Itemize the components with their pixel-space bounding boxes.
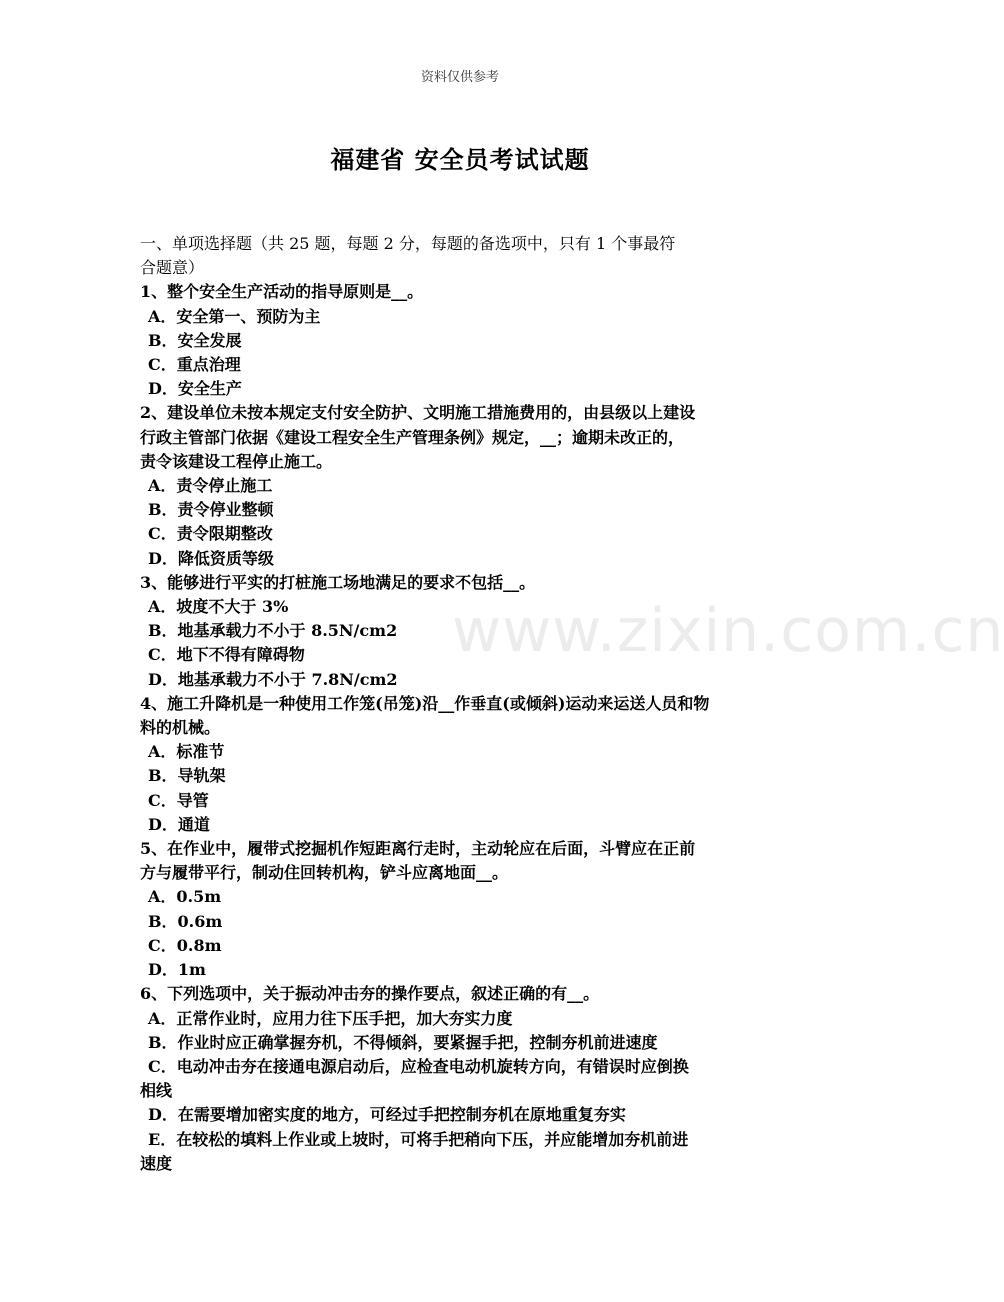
option-b-line: B．0.6m	[148, 911, 223, 931]
option-d-line: D．安全生产	[148, 379, 242, 399]
question-stem-line: 4、施工升降机是一种使用工作笼(吊笼)沿__作垂直(或倾斜)运动来运送人员和物	[140, 693, 710, 713]
section-heading-line: 一、单项选择题（共 25 题，每题 2 分，每题的备选项中，只有 1 个事最符	[140, 234, 676, 253]
question-3	[140, 571, 782, 692]
option-b-line: B．责令停业整顿	[148, 500, 274, 520]
question-stem-line: 3、能够进行平实的打桩施工场地满足的要求不包括__。	[140, 572, 536, 592]
option-b-line: B．地基承载力不小于 8.5N/cm2	[148, 621, 398, 641]
option-d-line: D．地基承载力不小于 7.8N/cm2	[148, 669, 398, 689]
page-title: 福建省 安全员考试试题	[330, 145, 590, 174]
option-b-line: B．安全发展	[148, 330, 242, 350]
question-stem-line: 料的机械。	[140, 718, 221, 738]
question-stem-line: 2、建设单位未按本规定支付安全防护、文明施工措施费用的，由县级以上建设	[140, 403, 696, 423]
option-a-line: A．标准节	[148, 742, 225, 762]
option-c-line: C．0.8m	[148, 935, 222, 955]
header-note: 资料仅供参考	[420, 70, 499, 85]
option-a-line: A．安全第一、预防为主	[148, 306, 321, 326]
question-stem-line: 1、整个安全生产活动的指导原则是__。	[140, 282, 424, 302]
question-stem-line: 方与履带平行，制动住回转机构，铲斗应离地面__。	[140, 863, 509, 883]
question-stem-line: 行政主管部门依据《建设工程安全生产管理条例》规定，__；逾期未改正的，	[140, 427, 685, 447]
question-list	[140, 280, 782, 1176]
question-2	[140, 401, 782, 570]
section-heading	[140, 232, 782, 280]
option-c-line: 相线	[140, 1081, 173, 1101]
option-c-line: C．责令限期整改	[148, 524, 273, 544]
question-stem-line: 责令该建设工程停止施工。	[140, 451, 333, 471]
option-b-line: B．作业时应正确掌握夯机，不得倾斜，要紧握手把，控制夯机前进速度	[148, 1032, 658, 1052]
option-e-line: E．在较松的填料上作业或上坡时，可将手把稍向下压，并应能增加夯机前进	[148, 1129, 689, 1149]
option-a-line: A．正常作业时，应用力往下压手把，加大夯实力度	[148, 1008, 513, 1028]
question-stem-line: 5、在作业中，履带式挖掘机作短距离行走时，主动轮应在后面，斗臂应在正前	[140, 839, 696, 859]
question-6	[140, 982, 782, 1176]
question-stem-line: 6、下列选项中，关于振动冲击夯的操作要点，叙述正确的有__。	[140, 984, 600, 1004]
option-d-line: D．在需要增加密实度的地方，可经过手把控制夯机在原地重复夯实	[148, 1105, 626, 1125]
option-d-line: D．降低资质等级	[148, 548, 274, 568]
option-e-line: 速度	[140, 1153, 173, 1173]
option-a-line: A．责令停止施工	[148, 476, 273, 496]
option-c-line: C．地下不得有障碍物	[148, 645, 305, 665]
option-a-line: A．0.5m	[148, 887, 222, 907]
question-content	[140, 232, 782, 1176]
option-c-line: C．导管	[148, 790, 209, 810]
option-d-line: D．通道	[148, 814, 210, 834]
watermark: www.zixin.com.cn	[452, 596, 1004, 666]
option-c-line: C．重点治理	[148, 355, 241, 375]
question-5	[140, 837, 782, 982]
option-d-line: D．1m	[148, 960, 206, 980]
question-1	[140, 280, 782, 401]
section-heading-line: 合题意）	[140, 258, 205, 278]
option-a-line: A．坡度不大于 3%	[148, 597, 289, 617]
question-4	[140, 692, 782, 837]
option-b-line: B．导轨架	[148, 766, 226, 786]
option-c-line: C．电动冲击夯在接通电源启动后，应检查电动机旋转方向，有错误时应倒换	[148, 1056, 689, 1076]
